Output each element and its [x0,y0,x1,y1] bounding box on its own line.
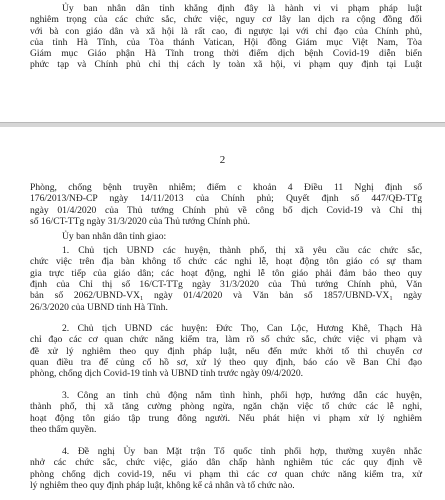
text-line: Ủy ban nhân dân tỉnh khẳng định đây là hành vi vi phạm pháp luật [62,3,422,14]
text-line: 4. Đề nghị Ủy ban Mặt trận Tổ quốc tỉnh phối hợp, thường xuyên nhắc [62,446,422,457]
text-line: số 16/CT-TTg ngày 31/3/2020 của Thủ tướng Chính phủ. [30,215,250,227]
page-number: 2 [219,154,226,166]
item-1-paragraph [30,245,422,314]
text-line: định của Chỉ thị số 16/CT-TTg ngày 31/3/2020 của Thủ tướng Chính phủ, Văn [30,278,422,290]
text-line: hoạt động tôn giáo tập trung đông người. Nếu phát hiện vi phạm xử lý nghiêm [30,412,422,424]
text-segment: bản số 2062/UBND-VX [30,290,140,302]
text-line: gia trực tiếp của giáo dân; các hoạt động, nghi lễ tôn giáo phải đảm bảo theo quy [30,267,422,279]
text-line: Phòng, chống bệnh truyền nhiễm; điểm c khoản 4 Điều 11 Nghị định số [30,182,422,193]
item-3-paragraph [30,390,422,435]
text-line: phòng chống dịch covid-19, nếu vi phạm thì các cơ quan chức năng kiểm tra, xử [30,468,422,480]
text-line: Giám mục Giáo phận Hà Tĩnh trong thời điểm dịch bệnh Covid-19 diễn biến [30,48,422,60]
page-1-bottom [0,0,445,122]
text-segment: ngày 01/4/2020 và Văn bản số 1857/UBND-VX [153,290,390,302]
text-line: Ủy ban nhân dân tỉnh giao: [62,231,167,242]
continuation-paragraph [30,182,422,227]
item-2-paragraph [30,323,422,379]
text-line: 1. Chủ tịch UBND các huyện, thành phố, thị xã yêu cầu các chức sắc, [62,245,422,256]
item-4-paragraph [30,446,422,491]
text-line: nhở các chức sắc, chức việc, giáo dân chấp hành nghiêm túc các quy định về [30,457,422,469]
text-line: quan điều tra để củng cố hồ sơ, xử lý theo quy định, báo cáo về Ban Chỉ đạo [30,356,422,368]
text-line: ngày 01/4/2020 của Thủ tướng Chính phủ về công bố dịch Covid-19 và Chỉ thị [30,204,422,216]
text-line: 176/2013/NĐ-CP ngày 14/11/2013 của Chính phủ; Quyết định số 447/QĐ-TTg [30,193,422,205]
page-1-paragraph [30,3,422,71]
text-line: theo thẩm quyền. [30,423,97,435]
text-segment: ngày [403,290,422,302]
text-line: của tỉnh Hà Tĩnh, của Tòa thánh Vatican, Hội đồng Giám mục Việt Nam, Tòa [30,36,422,48]
text-line: 26/3/2020 của UBND tỉnh Hà Tĩnh. [30,302,168,314]
text-line [30,290,422,302]
intro-paragraph [30,231,422,242]
text-line: chức việc trên địa bàn không tổ chức các nghi lễ, hoạt động tôn giáo có sự tham [30,256,422,268]
text-line: 3. Công an tỉnh chủ động nắm tình hình, phối hợp, hướng dẫn các huyện, [62,390,422,401]
text-line: lý nghiêm theo quy định pháp luật, không kể cả nhân và tổ chức nào. [30,479,295,491]
text-line: đề xử lý nghiêm theo quy định pháp luật, nếu đến mức khởi tố thì chuyển cơ [30,345,422,357]
subscript: 1 [389,295,393,303]
text-line: thành phố, thị xã tăng cường phòng ngừa, ngăn chặn việc tổ chức các lễ nghi, [30,401,422,413]
text-line: chỉ đạo các cơ quan chức năng kiểm tra, làm rõ số chức sắc, chức việc vi phạm và [30,334,422,346]
text-line: phòng, chống dịch Covid-19 tỉnh và UBND tỉnh trước ngày 09/4/2020. [30,368,304,380]
text-line: phức tạp và Chính phủ chỉ thị cách ly toàn xã hội, vi phạm quy định tại Luật [30,59,422,71]
text-line: nghiêm trọng của các chức sắc, chức việc, nguy cơ lây lan dịch ra cộng đồng đối [30,14,422,26]
text-line: 2. Chủ tịch UBND các huyện: Đức Thọ, Can Lộc, Hương Khê, Thạch Hà [62,323,422,334]
text-line: với bà con giáo dân và xã hội là rất cao, đi ngược lại với chỉ đạo của Chính phủ, [30,25,422,37]
subscript: 1 [139,295,144,303]
